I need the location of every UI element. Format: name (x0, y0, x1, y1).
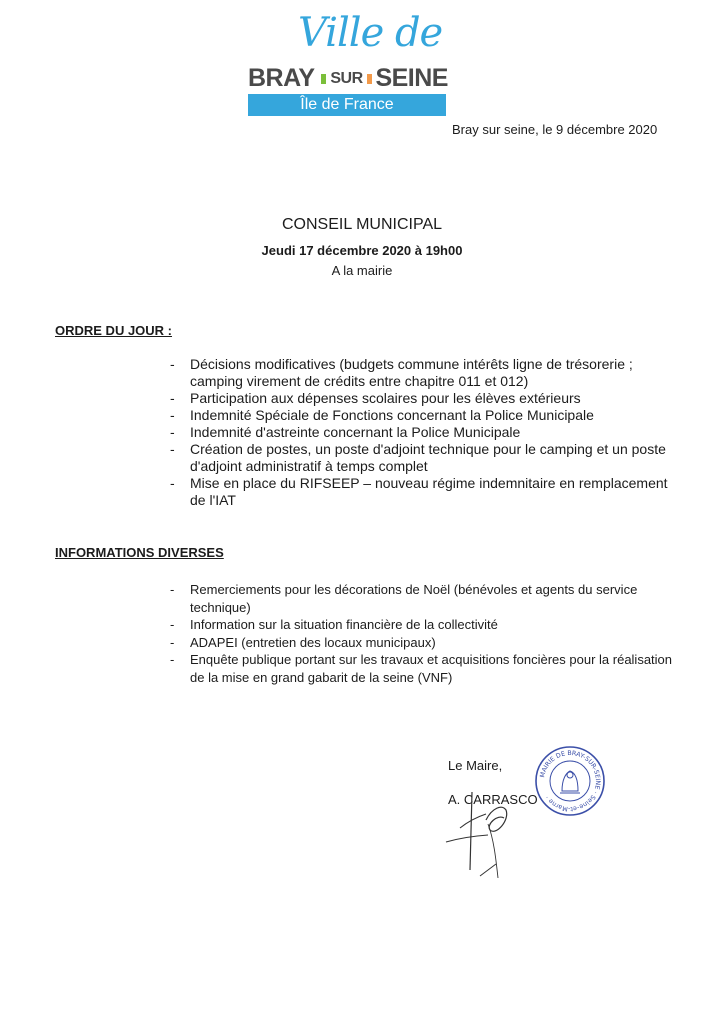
logo-brand-mid: SUR (330, 69, 363, 87)
orange-square-icon (367, 74, 373, 84)
green-square-icon (321, 74, 327, 84)
list-item: - Indemnité d'astreinte concernant la Police Municipale (170, 424, 521, 440)
list-item: - Création de postes, un poste d'adjoint technique pour le camping et un poste d'adjoint administratif à temps complet (170, 441, 666, 474)
mairie-stamp-icon (534, 745, 606, 817)
logo-brand-right: SEINE (375, 64, 448, 92)
list-item: - Indemnité Spéciale de Fonctions concernant la Police Municipale (170, 407, 594, 423)
logo-brand (248, 64, 448, 93)
logo-region-band: Île de France (248, 94, 446, 116)
agenda-list (172, 356, 672, 509)
town-logo (248, 10, 448, 114)
list-item: - Mise en place du RIFSEEP – nouveau régime indemnitaire en remplacement de l'IAT (170, 475, 668, 508)
list-item: - Décisions modificatives (budgets commune intérêts ligne de trésorerie ; camping virement de crédits entre chapitre 011 et 012) (170, 356, 633, 389)
logo-script-text: Ville de (298, 10, 443, 56)
signatory-name: A. CARRASCO (448, 792, 538, 807)
date-line: Bray sur seine, le 9 décembre 2020 (452, 122, 658, 137)
list-item: - Participation aux dépenses scolaires pour les élèves extérieurs (170, 390, 581, 406)
svg-text:MAIRIE DE BRAY-SUR-SEINE · Sei: MAIRIE DE BRAY-SUR-SEINE · Seine-et-Marne · (539, 749, 602, 813)
info-section-title: INFORMATIONS DIVERSES (55, 545, 224, 560)
list-item: - Enquête publique portant sur les travaux et acquisitions foncières pour la réalisation de la mise en grand gabarit de la seine (VNF) (170, 652, 673, 685)
meeting-location: A la mairie (331, 263, 393, 278)
signatory-title: Le Maire, (448, 758, 503, 773)
agenda-section-title: ORDRE DU JOUR : (55, 323, 173, 338)
list-item: - Information sur la situation financière de la collectivité (170, 617, 498, 632)
list-item: - Remerciements pour les décorations de Noël (bénévoles et agents du service technique) (170, 582, 638, 615)
meeting-date: Jeudi 17 décembre 2020 à 19h00 (261, 243, 463, 258)
page-title: CONSEIL MUNICIPAL (281, 216, 443, 233)
logo-brand-left: BRAY (248, 64, 315, 92)
info-list (172, 581, 672, 686)
list-item: - ADAPEI (entretien des locaux municipaux) (170, 634, 436, 650)
